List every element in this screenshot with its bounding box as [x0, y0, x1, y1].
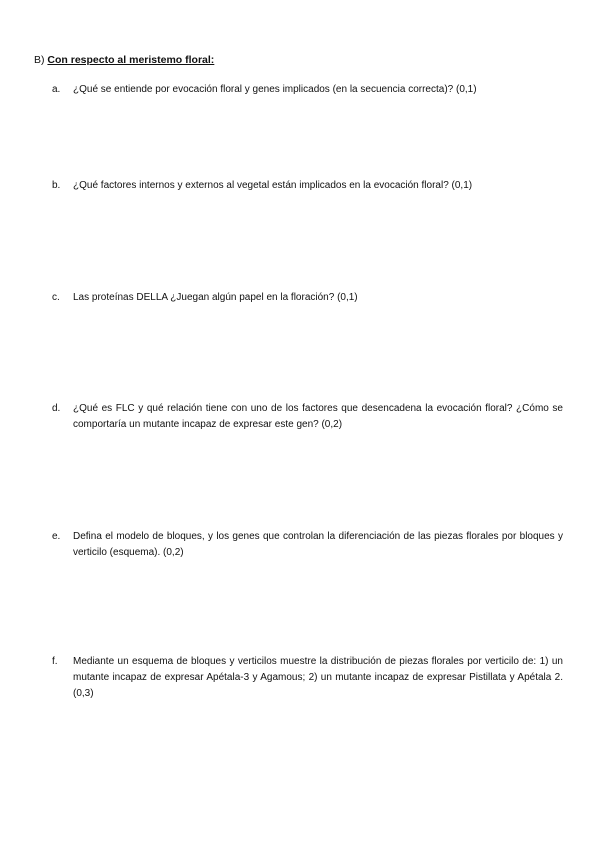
question-d [52, 401, 563, 433]
section-heading [34, 53, 214, 67]
question-text: ¿Qué es FLC y qué relación tiene con uno de los factores que desencadena la evocación floral? ¿Cómo se comportaría un mutante incapaz de expresar este gen? (0,2) [73, 403, 563, 430]
question-letter: c. [52, 292, 60, 303]
section-title: Con respecto al meristemo floral: [47, 54, 215, 66]
question-letter: d. [52, 403, 61, 414]
question-c [52, 290, 563, 306]
question-f [52, 654, 563, 702]
section-prefix: B) [34, 54, 45, 66]
question-text: Defina el modelo de bloques, y los genes que controlan la diferenciación de las piezas florales por bloques y verticilo (esquema). (0,2) [73, 531, 563, 558]
question-letter: b. [52, 180, 61, 191]
question-text: Mediante un esquema de bloques y verticilos muestre la distribución de piezas florales por verticilo de: 1) un mutante incapaz de expresar Apétala-3 y Agamous; 2) un mutante incapaz de expresar Pistillata y Apétala 2. (0,3) [73, 656, 563, 699]
question-text: ¿Qué factores internos y externos al vegetal están implicados en la evocación floral? (0,1) [73, 180, 473, 191]
question-text: ¿Qué se entiende por evocación floral y genes implicados (en la secuencia correcta)? (0,1) [73, 84, 477, 95]
question-letter: e. [52, 531, 61, 542]
question-letter: f. [52, 656, 58, 667]
question-text: Las proteínas DELLA ¿Juegan algún papel en la floración? (0,1) [73, 292, 358, 303]
question-a [52, 82, 563, 98]
question-b [52, 178, 563, 194]
question-letter: a. [52, 84, 61, 95]
question-e [52, 529, 563, 561]
